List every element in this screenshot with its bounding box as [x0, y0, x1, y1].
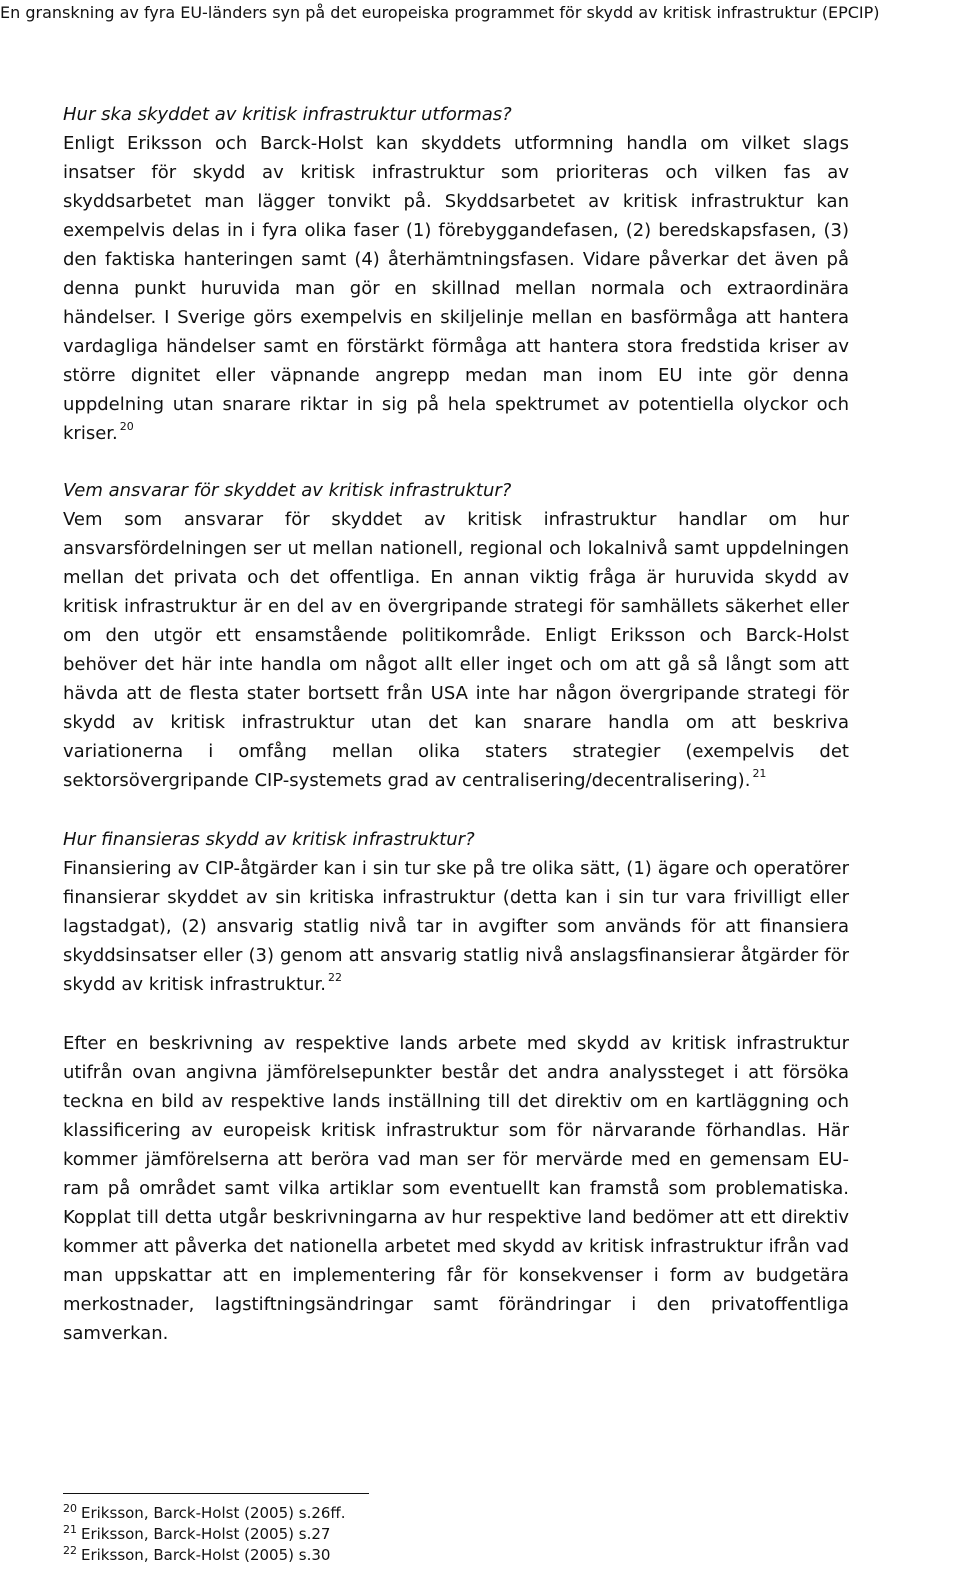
- paragraph-text: Enligt Eriksson och Barck-Holst kan skyddets utformning handla om vilket slags insatser för skydd av kritisk infrastruktur som prioriteras och vilken fas av skyddsarbetet man lägger tonvikt på. Skyddsarbetet av kritisk infrastruktur kan exempelvis delas in i fyra olika faser (1) förebyggandefasen, (2) beredskapsfasen, (3) den faktiska hanteringen samt (4) återhämtningsfasen. Vidare påverkar det även på denna punkt huruvida man gör en skillnad mellan normala och extraordinära händelser. I Sverige görs exempelvis en skiljelinje mellan en basförmåga att hantera vardagliga händelser samt en förstärkt förmåga att hantera stora fredstida kriser av större dignitet eller väpnande angrepp medan man inom EU inte gör denna uppdelning utan snarare riktar in sig på hela spektrumet av potentiella olyckor och kriser.: [63, 133, 849, 444]
- running-header: En granskning av fyra EU-länders syn på det europeiska programmet för skydd av kritisk infrastruktur (EPCIP): [0, 3, 880, 22]
- footnote-number: 22: [63, 1544, 77, 1557]
- paragraph-text: Finansiering av CIP-åtgärder kan i sin tur ske på tre olika sätt, (1) ägare och operatörer finansierar skyddet av sin kritiska infrastruktur (detta kan i sin tur vara frivilligt eller lagstadgat), (2) ansvarig statlig nivå tar in avgifter som används för att finansiera skyddsinsatser eller (3) genom att ansvarig statlig nivå anslagsfinansierar åtgärder för skydd av kritisk infrastruktur.: [63, 858, 849, 995]
- section-heading: Hur finansieras skydd av kritisk infrastruktur?: [63, 829, 475, 850]
- section-heading: Hur ska skyddet av kritisk infrastruktur utformas?: [63, 104, 512, 125]
- footnote-ref: 22: [327, 971, 342, 984]
- footnote-text: Eriksson, Barck-Holst (2005) s.27: [81, 1525, 331, 1543]
- paragraph-text: Vem som ansvarar för skyddet av kritisk infrastruktur handlar om hur ansvarsfördelningen ser ut mellan nationell, regional och lokalnivå samt uppdelningen mellan det privata och det offentliga. En annan viktig fråga är huruvida skydd av kritisk infrastruktur är en del av en övergripande strategi för samhällets säkerhet eller om den utgör ett ensamstående politikområde. Enligt Eriksson och Barck-Holst behöver det här inte handla om något allt eller inget och om att gå så långt som att hävda att de flesta stater bortsett från USA inte har någon övergripande strategi för skydd av kritisk infrastruktur utan det kan snarare handla om att beskriva variationerna i omfång mellan olika staters strategier (exempelvis det sektorsövergripande CIP-systemets grad av centralisering/decentralisering).: [63, 509, 849, 791]
- footnote-text: Eriksson, Barck-Holst (2005) s.26ff.: [81, 1504, 346, 1522]
- section-paragraph: [63, 129, 849, 448]
- footnote-number: 20: [63, 1502, 77, 1515]
- section-financing: [63, 825, 849, 999]
- closing-paragraph: Efter en beskrivning av respektive lands arbete med skydd av kritisk infrastruktur utifrån ovan angivna jämförelsepunkter består det andra analyssteget i att försöka teckna en bild av respektive lands inställning till det direktiv om en kartläggning och klassificering av europeisk kritisk infrastruktur som för närvarande förhandlas. Här kommer jämförelserna att beröra vad man ser för mervärde med en gemensam EU-ram på området samt vilka artiklar som eventuellt kan framstå som problematiska. Kopplat till detta utgår beskrivningarna av hur respektive land bedömer att ett direktiv kommer att påverka det nationella arbetet med skydd av kritisk infrastruktur ifrån vad man uppskattar att en implementering får för konsekvenser i form av budgetära merkostnader, lagstiftningsändringar samt förändringar i den privatoffentliga samverkan.: [63, 1033, 849, 1344]
- footnote-divider: [63, 1493, 369, 1494]
- footnote: [63, 1503, 763, 1524]
- footnote-ref: 20: [119, 420, 134, 433]
- section-heading: Vem ansvarar för skyddet av kritisk infrastruktur?: [63, 480, 512, 501]
- main-content: [63, 100, 849, 1348]
- section-paragraph: [63, 505, 849, 795]
- section-design: [63, 100, 849, 448]
- footnotes: [63, 1503, 763, 1566]
- footnote: [63, 1545, 763, 1566]
- footnote-ref: 21: [752, 767, 767, 780]
- section-responsibility: [63, 476, 849, 795]
- footnote-text: Eriksson, Barck-Holst (2005) s.30: [81, 1546, 331, 1564]
- footnote: [63, 1524, 763, 1545]
- section-paragraph: [63, 854, 849, 999]
- footnote-number: 21: [63, 1523, 77, 1536]
